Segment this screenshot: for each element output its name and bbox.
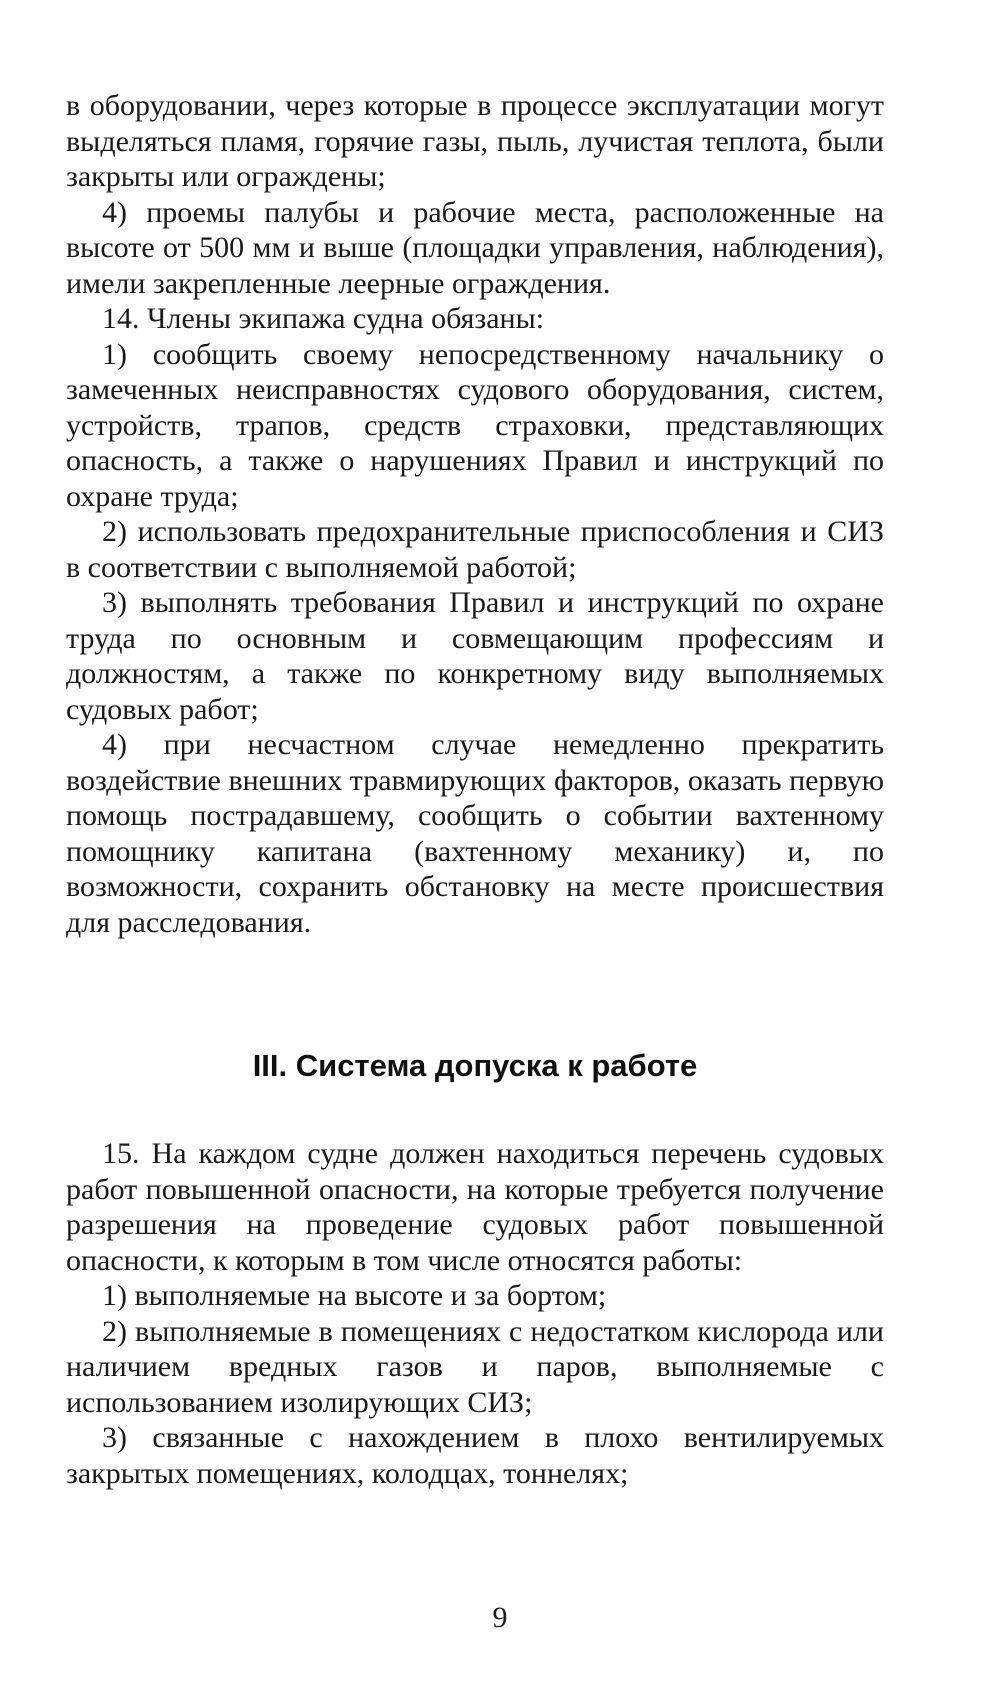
paragraph-duty-3: 3) выполнять требования Правил и инструкций по охране труда по основным и совмещающим профессиям и должностям, а также по конкретному виду выполняемых судовых работ; (66, 586, 884, 726)
paragraph-continuation: в оборудовании, через которые в процессе эксплуатации могут выделяться пламя, горячие газы, пыль, лучистая теплота, были закрыты или ограждены; (66, 89, 884, 193)
body-text-bottom (66, 1136, 884, 1491)
paragraph-15-hazardous-works: 15. На каждом судне должен находиться перечень судовых работ повышенной опасности, на которые требуется получение разрешения на проведение судовых работ повышенной опасности, к которым в том числе относятся работы: (66, 1137, 884, 1277)
section-heading: III. Система допуска к работе (252, 1048, 698, 1083)
paragraph-duty-2: 2) использовать предохранительные приспособления и СИЗ в соответствии с выполняемой работой; (66, 515, 884, 584)
paragraph-work-3: 3) связанные с нахождением в плохо вентилируемых закрытых помещениях, колодцах, тоннелях; (66, 1421, 884, 1490)
page-number: 9 (492, 1601, 508, 1634)
paragraph-duty-1: 1) сообщить своему непосредственному начальнику о замеченных неисправностях судового оборудования, систем, устройств, трапов, средств страховки, представляющих опасность, а также о нарушениях Правил и инструкций по охране труда; (66, 337, 884, 513)
body-text-top (66, 88, 884, 940)
paragraph-14-crew-duties: 14. Члены экипажа судна обязаны: (102, 302, 545, 335)
paragraph-work-1: 1) выполняемые на высоте и за бортом; (102, 1279, 607, 1312)
paragraph-work-2: 2) выполняемые в помещениях с недостатком кислорода или наличием вредных газов и паров, выполняемые с использованием изолирующих СИЗ; (66, 1314, 884, 1419)
paragraph-duty-4: 4) при несчастном случае немедленно прекратить воздействие внешних травмирующих факторов, оказать первую помощь пострадавшему, сообщить о событии вахтенному помощнику капитана (вахтенному механику) и, по возможности, сохранить обстановку на месте происшествия для расследования. (66, 728, 884, 939)
paragraph-item-4-deck-openings: 4) проемы палубы и рабочие места, расположенные на высоте от 500 мм и выше (площадки управления, наблюдения), имели закрепленные леерные ограждения. (66, 195, 884, 300)
